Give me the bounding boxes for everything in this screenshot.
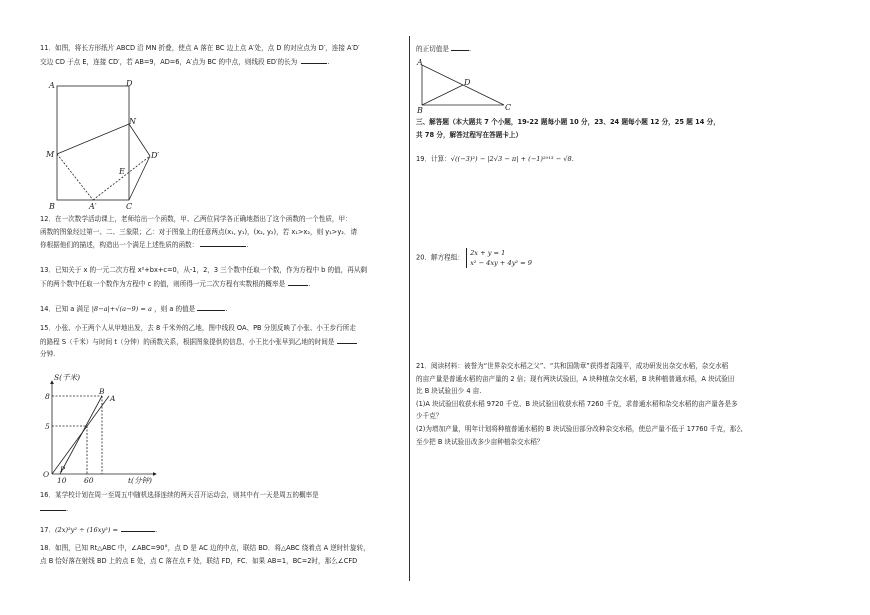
fig15-tick-60: 60 <box>84 476 94 485</box>
fig11-label-m: M <box>46 150 55 159</box>
q15-line2: 的路程 S（千米）与时间 t（分钟）的函数关系，根据图象提供的信息，小王比小张早到乙地的时间是 <box>40 335 357 349</box>
figure-15-graph <box>40 373 170 483</box>
section-3-header: 三、解答题（本大题共 7 个小题，19-22 题每小题 10 分，23、24 题每小题 12 分，25 题 14 分， 共 78 分，解答过程写在答题卡上） <box>416 118 720 139</box>
fig11-label-c: C <box>126 202 133 211</box>
question-19: 19．计算：√((−3)²) − |2√3 − π| + (−1)²⁰¹³ − √8. <box>416 155 574 163</box>
q13-line1: 13．已知关于 x 的一元二次方程 x²+bx+c=0，从-1，2，3 三个数中任取一个数，作为方程中 b 的值，再从剩 <box>40 266 368 274</box>
fig15-label-p: P <box>60 465 66 474</box>
fig11-label-dprime: D′ <box>151 151 160 160</box>
fig11-cd <box>129 156 150 200</box>
fig11-fold-line <box>57 124 129 154</box>
q12-line1: 12．在一次数学活动课上，老师给出一个函数，甲、乙两位同学各正确地指出了这个函数的一个性质，甲： <box>40 215 352 223</box>
fig15-line-oa <box>52 396 109 474</box>
q11-line1: 11．如图，将长方形纸片 ABCD 沿 MN 折叠，使点 A 落在 BC 边上点 A′处，点 D 的对应点为 D′，连接 A′D′ <box>40 44 360 52</box>
q13-line2: 下的两个数中任取一个数作为方程中 c 的值，则所得一元二次方程有实数根的概率是 . <box>40 277 367 291</box>
q20-system: 2x + y = 1 x² − 4xy + 4y² = 9 <box>466 248 532 268</box>
fig11-label-n: N <box>129 117 136 126</box>
question-12 <box>40 213 357 252</box>
q17-expression: (2x)³y² ÷ (16xy²) = <box>54 526 119 534</box>
fig15-line-pb <box>60 396 102 474</box>
fig11-label-a: A <box>49 81 55 90</box>
question-15 <box>40 322 357 361</box>
question-11 <box>40 42 360 68</box>
figure-18 <box>416 57 526 113</box>
fig11-label-e: E <box>119 167 125 176</box>
question-16 <box>40 489 319 515</box>
fig18-label-b: B <box>417 106 423 115</box>
fig11-label-b: B <box>49 202 55 211</box>
question-18 <box>40 542 370 567</box>
q12-line2: 函数的图象经过第一、二、三象限；乙：对于图象上的任意两点(x₁, y₁)，(x₂, y₂)，若 x₁>x₂，则 y₁>y₂．请 <box>40 227 358 236</box>
fig15-label-b: B <box>99 387 105 396</box>
fig15-y-label: S(千米) <box>54 373 80 382</box>
fig11-label-aprime: A′ <box>89 202 97 211</box>
q12-line3: 你根据他们的描述，构造出一个满足上述性质的函数： . <box>40 238 357 252</box>
fig11-rectangle <box>57 86 129 200</box>
fig15-label-a: A <box>110 394 116 403</box>
q21-part2: (2)为增加产量，明年计划将种植普通水稻的 B 块试验田部分改种杂交水稻，使总产量不低于 17760 千克，那么 <box>416 424 743 433</box>
fig15-tick-8: 8 <box>45 392 50 401</box>
fig15-tick-5: 5 <box>45 422 50 431</box>
fig18-label-c: C <box>505 103 512 112</box>
fig11-dashed-ad <box>93 156 150 200</box>
q16-line1: 16．某学校计划在周一至周五中随机选择连续的两天召开运动会，则其中有一天是周五的概率是 <box>40 491 319 499</box>
question-20: 20．解方程组： 2x + y = 1 x² − 4xy + 4y² = 9 <box>416 249 532 267</box>
fig11-nd <box>129 124 150 156</box>
q18-continuation: 的正切值是 . <box>416 42 471 56</box>
fig15-origin: O <box>43 470 50 479</box>
fig15-x-label: t(分钟) <box>128 476 152 485</box>
q15-line3: 分钟. <box>40 350 56 359</box>
q18-line1: 18．如图，已知 Rt△ABC 中，∠ABC=90°，点 D 是 AC 边的中点，联结 BD．将△ABC 绕着点 A 逆时针旋转， <box>40 544 370 552</box>
question-14: 14．已知 a 满足 |8−a|+√(a−9) = a ，则 a 的值是 . <box>40 302 227 316</box>
question-13 <box>40 264 367 290</box>
q19-expression: √((−3)²) − |2√3 − π| + (−1)²⁰¹³ − √8 <box>450 155 572 163</box>
q14-expression: |8−a|+√(a−9) = a <box>91 305 152 313</box>
q18-line2: 点 B 恰好落在射线 BD 上的点 E 处，点 C 落在点 F 处，联结 FD，FC．如果 AB=1，BC=2时，那么∠CFD <box>40 556 358 565</box>
question-17: 17．(2x)³y² ÷ (16xy²) = . <box>40 523 157 537</box>
fig11-dashed-ma <box>57 154 93 200</box>
fig18-segment-bd <box>422 85 463 105</box>
fig18-label-d: D <box>464 78 471 87</box>
q21-part1: (1)A 块试验田收获水稻 9720 千克、B 块试验田收获水稻 7260 千克，求普通水稻和杂交水稻的亩产量各是多 <box>416 399 738 408</box>
figure-11 <box>40 76 180 212</box>
fig18-label-a: A <box>417 58 423 67</box>
fig11-label-d: D <box>126 79 133 88</box>
q15-line1: 15．小张、小王两个人从甲地出发，去 8 千米外的乙地，图中线段 OA、PB 分别反映了小张、小王步行所走 <box>40 324 356 332</box>
q11-line2: 交边 CD 于点 E，连接 CD′，若 AB=9，AD=6，A′点为 BC 的中点，则线段 ED′的长为 . <box>40 55 360 69</box>
column-divider <box>409 36 410 581</box>
q16-line2: . <box>40 502 319 516</box>
fig15-tick-10: 10 <box>57 476 67 485</box>
question-21: 21．阅读材料：被誉为“世界杂交水稻之父”、“共和国勋章”获得者袁隆平，成功研发出杂交水稻，杂交水稻 的亩产量是普通水稻的亩产量的 2 倍；现有两块试验田，A 块种植杂交水稻，B 块种植普通水稻，A 块试验田 比 B 块试验田少 4 亩. (1)A 块试验田收获水稻 9720 千克、B 块试验田收获水稻 7260 千克，求普通水稻和杂交水稻的亩产量各是多 少千克？ (2)为增加产量，明年计划将种植普通水稻的 B 块试验田部分改种杂交水稻，使总产量不低于 17760 千克，那么 至少把 B 块试验田改多少亩种植杂交水稻？ <box>416 362 743 446</box>
